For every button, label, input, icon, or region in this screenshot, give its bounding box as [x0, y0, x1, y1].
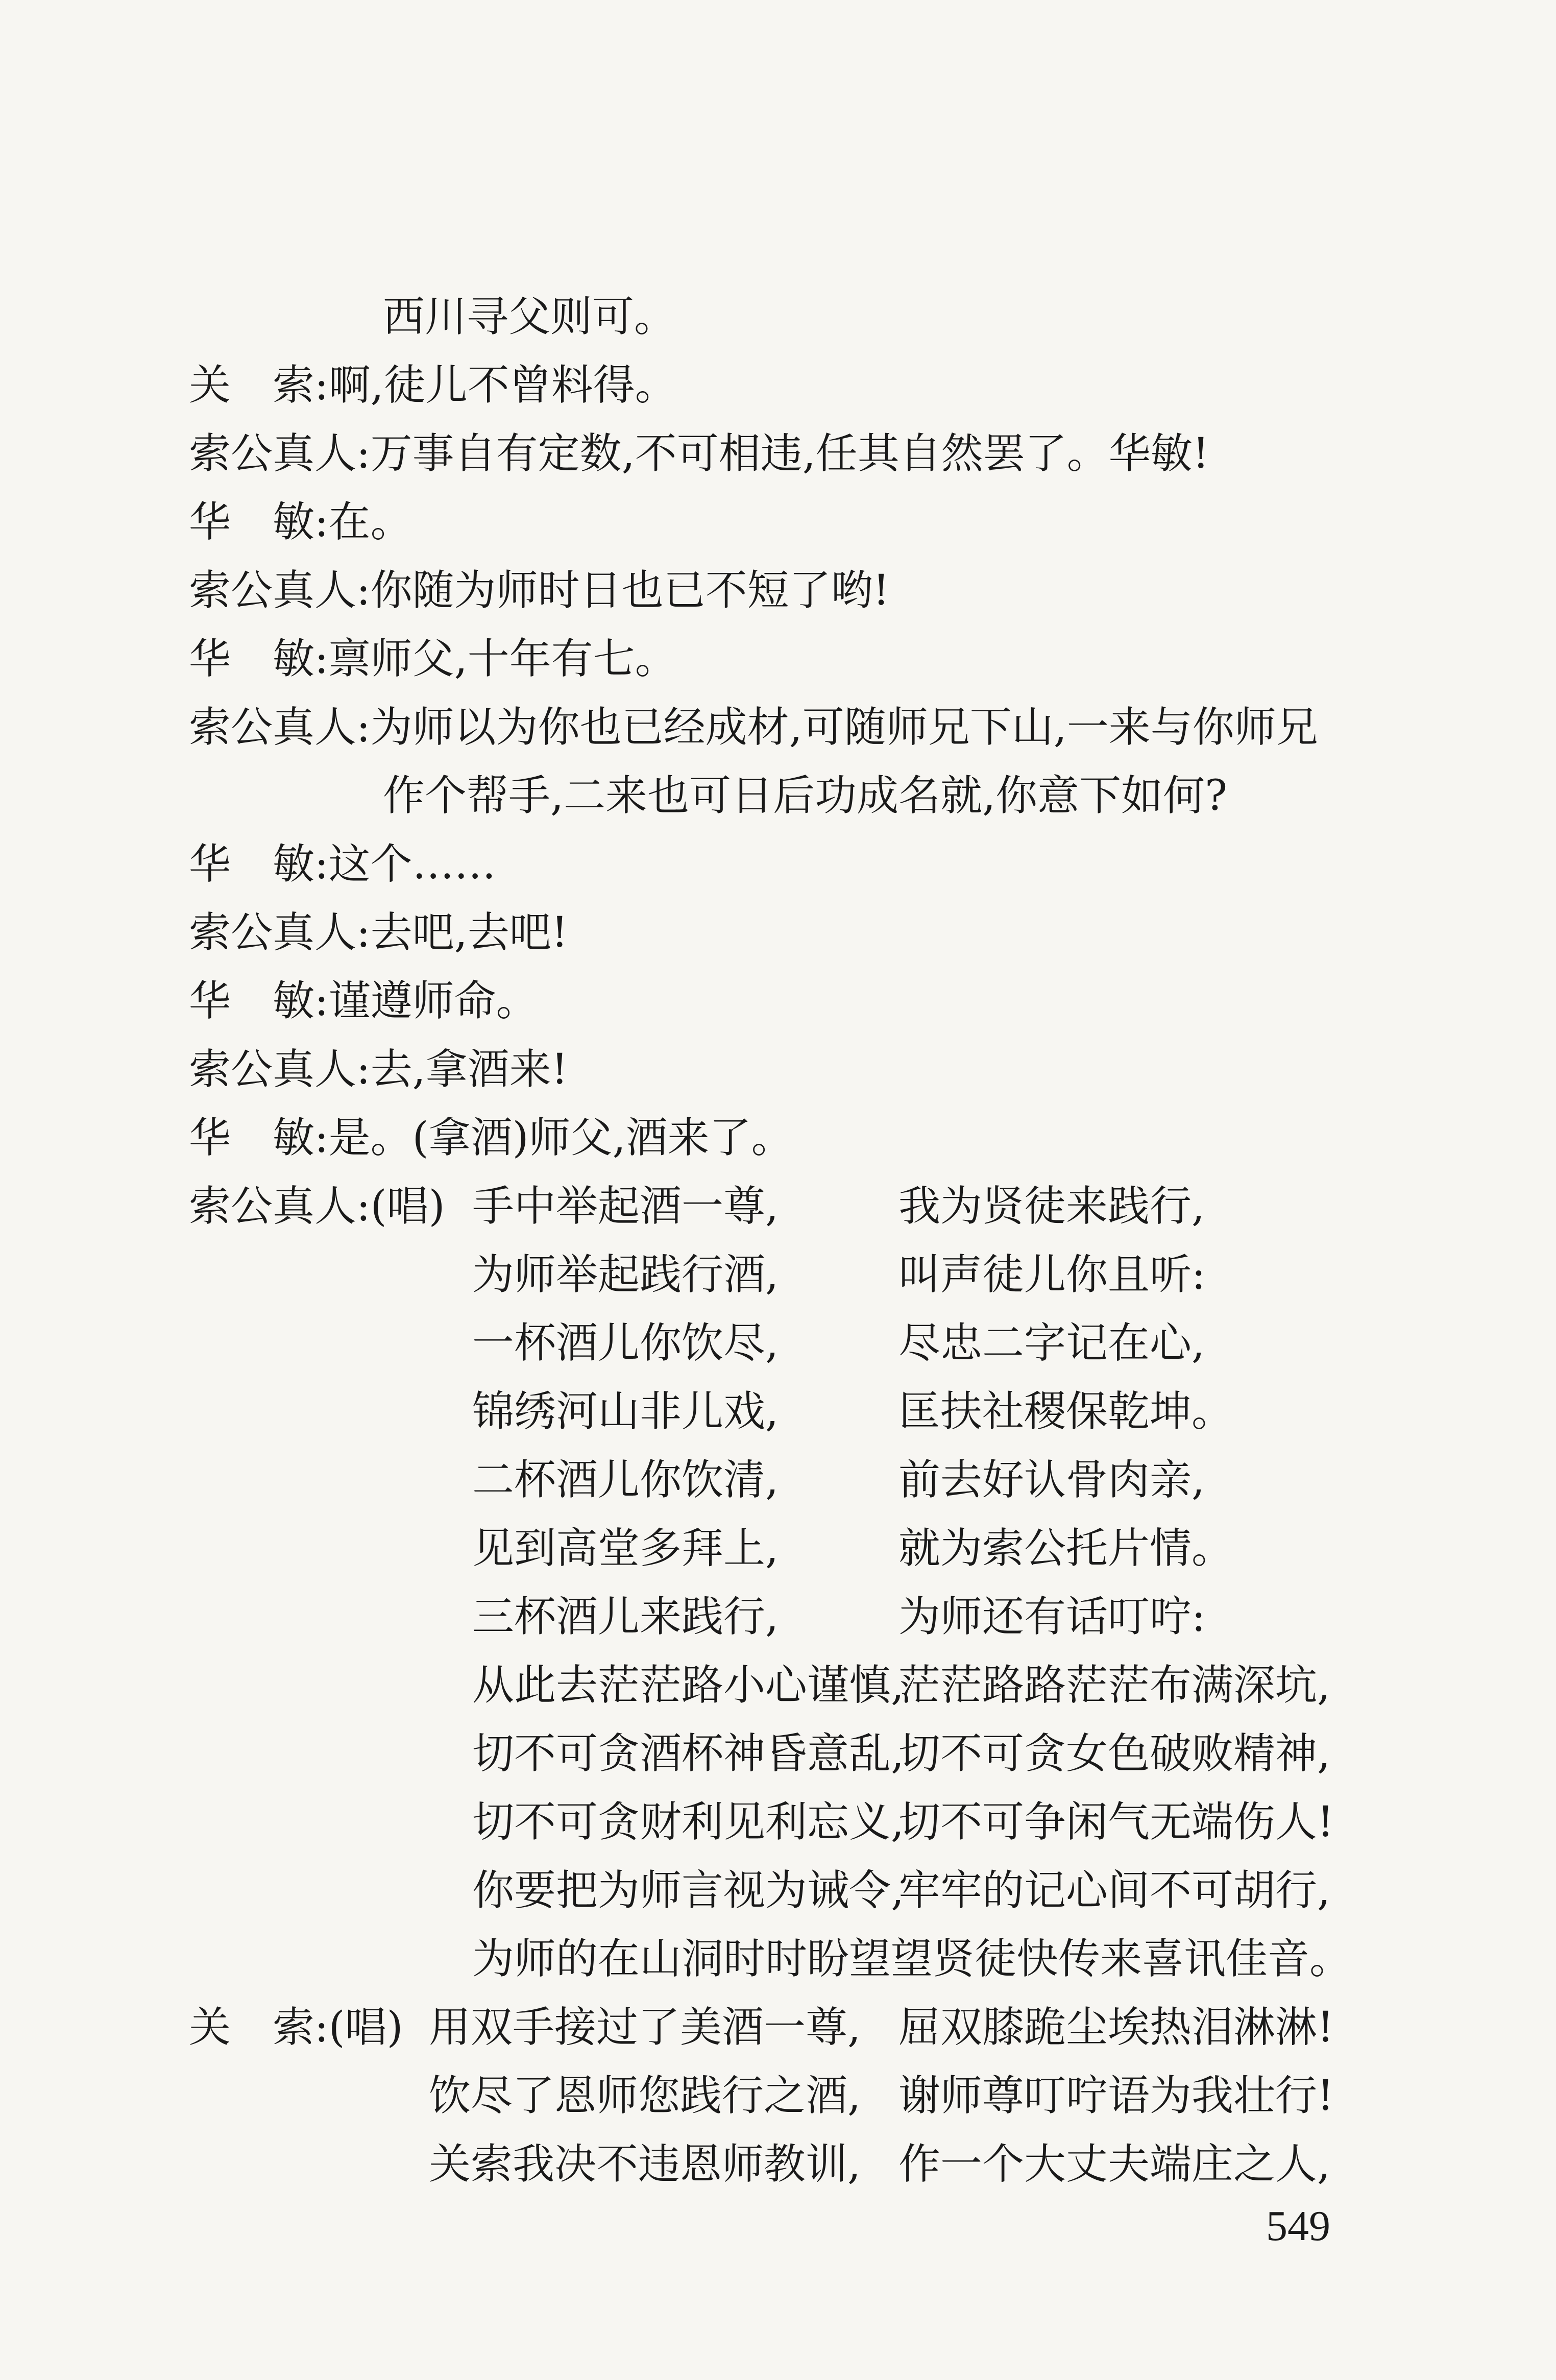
verse-a: 锦绣河山非儿戏,	[472, 1387, 779, 1436]
text-line: 华 敏:是。(拿酒)师父,酒来了。	[189, 1114, 793, 1162]
verse-b: 前去好认骨肉亲,	[898, 1456, 1205, 1504]
verse-b: 牢牢的记心间不可胡行,	[898, 1866, 1331, 1915]
text-line: 华 敏:谨遵师命。	[189, 977, 538, 1025]
verse-b: 为师还有话叮咛:	[898, 1593, 1206, 1641]
verse-a: 切不可贪财利见利忘义,	[472, 1798, 905, 1846]
verse-b: 切不可争闲气无端伤人!	[898, 1798, 1334, 1846]
verse-a: 饮尽了恩师您践行之酒,	[429, 2072, 861, 2120]
text-line: 索公真人:为师以为你也已经成材,可随师兄下山,一来与你师兄	[189, 703, 1318, 752]
text-line: 索公真人:去吧,去吧!	[189, 908, 568, 957]
verse-b: 切不可贪女色破败精神,	[898, 1729, 1331, 1778]
text-line: 华 敏:这个……	[189, 840, 496, 888]
verse-b: 作一个大丈夫端庄之人,	[898, 2140, 1331, 2189]
verse-b: 就为索公托片情。	[898, 1524, 1234, 1573]
verse-line: 为师的在山洞时时盼望望贤徒快传来喜讯佳音。	[472, 1935, 1352, 1983]
text-line: 西川寻父则可。	[383, 293, 676, 341]
verse-b: 茫茫路路茫茫布满深坑,	[898, 1661, 1331, 1710]
verse-b: 我为贤徒来践行,	[898, 1182, 1205, 1231]
verse-b: 屈双膝跪尘埃热泪淋淋!	[898, 2003, 1334, 2052]
verse-a: 用双手接过了美酒一尊,	[429, 2003, 861, 2052]
verse-a: 二杯酒儿你饮清,	[472, 1456, 779, 1504]
text-line: 关 索:啊,徒儿不曾料得。	[189, 361, 677, 410]
text-line: 索公真人:去,拿酒来!	[189, 1045, 568, 1094]
text-line: 索公真人:你随为师时日也已不短了哟!	[189, 566, 890, 615]
text-line: 华 敏:禀师父,十年有七。	[189, 635, 677, 683]
verse-a: 你要把为师言视为诫令,	[472, 1866, 905, 1915]
text-line: 华 敏:在。	[189, 498, 412, 546]
verse-a: 从此去茫茫路小心谨慎,	[472, 1661, 905, 1710]
verse-b: 叫声徒儿你且听:	[898, 1251, 1206, 1299]
verse-a: 一杯酒儿你饮尽,	[472, 1319, 779, 1367]
song-speaker: 索公真人:(唱)	[189, 1182, 445, 1231]
verse-b: 匡扶社稷保乾坤。	[898, 1387, 1234, 1436]
verse-a: 关索我决不违恩师教训,	[429, 2140, 861, 2189]
song-speaker: 关 索:(唱)	[189, 2003, 403, 2052]
verse-a: 切不可贪酒杯神昏意乱,	[472, 1729, 905, 1778]
text-line: 索公真人:万事自有定数,不可相违,任其自然罢了。华敏!	[189, 429, 1209, 478]
verse-a: 三杯酒儿来践行,	[472, 1593, 779, 1641]
verse-a: 手中举起酒一尊,	[472, 1182, 779, 1231]
text-line: 作个帮手,二来也可日后功成名就,你意下如何?	[383, 772, 1228, 820]
verse-a: 见到高堂多拜上,	[472, 1524, 779, 1573]
page-number: 549	[1266, 2202, 1330, 2250]
verse-a: 为师举起践行酒,	[472, 1251, 779, 1299]
verse-b: 尽忠二字记在心,	[898, 1319, 1205, 1367]
verse-b: 谢师尊叮咛语为我壮行!	[898, 2072, 1334, 2120]
